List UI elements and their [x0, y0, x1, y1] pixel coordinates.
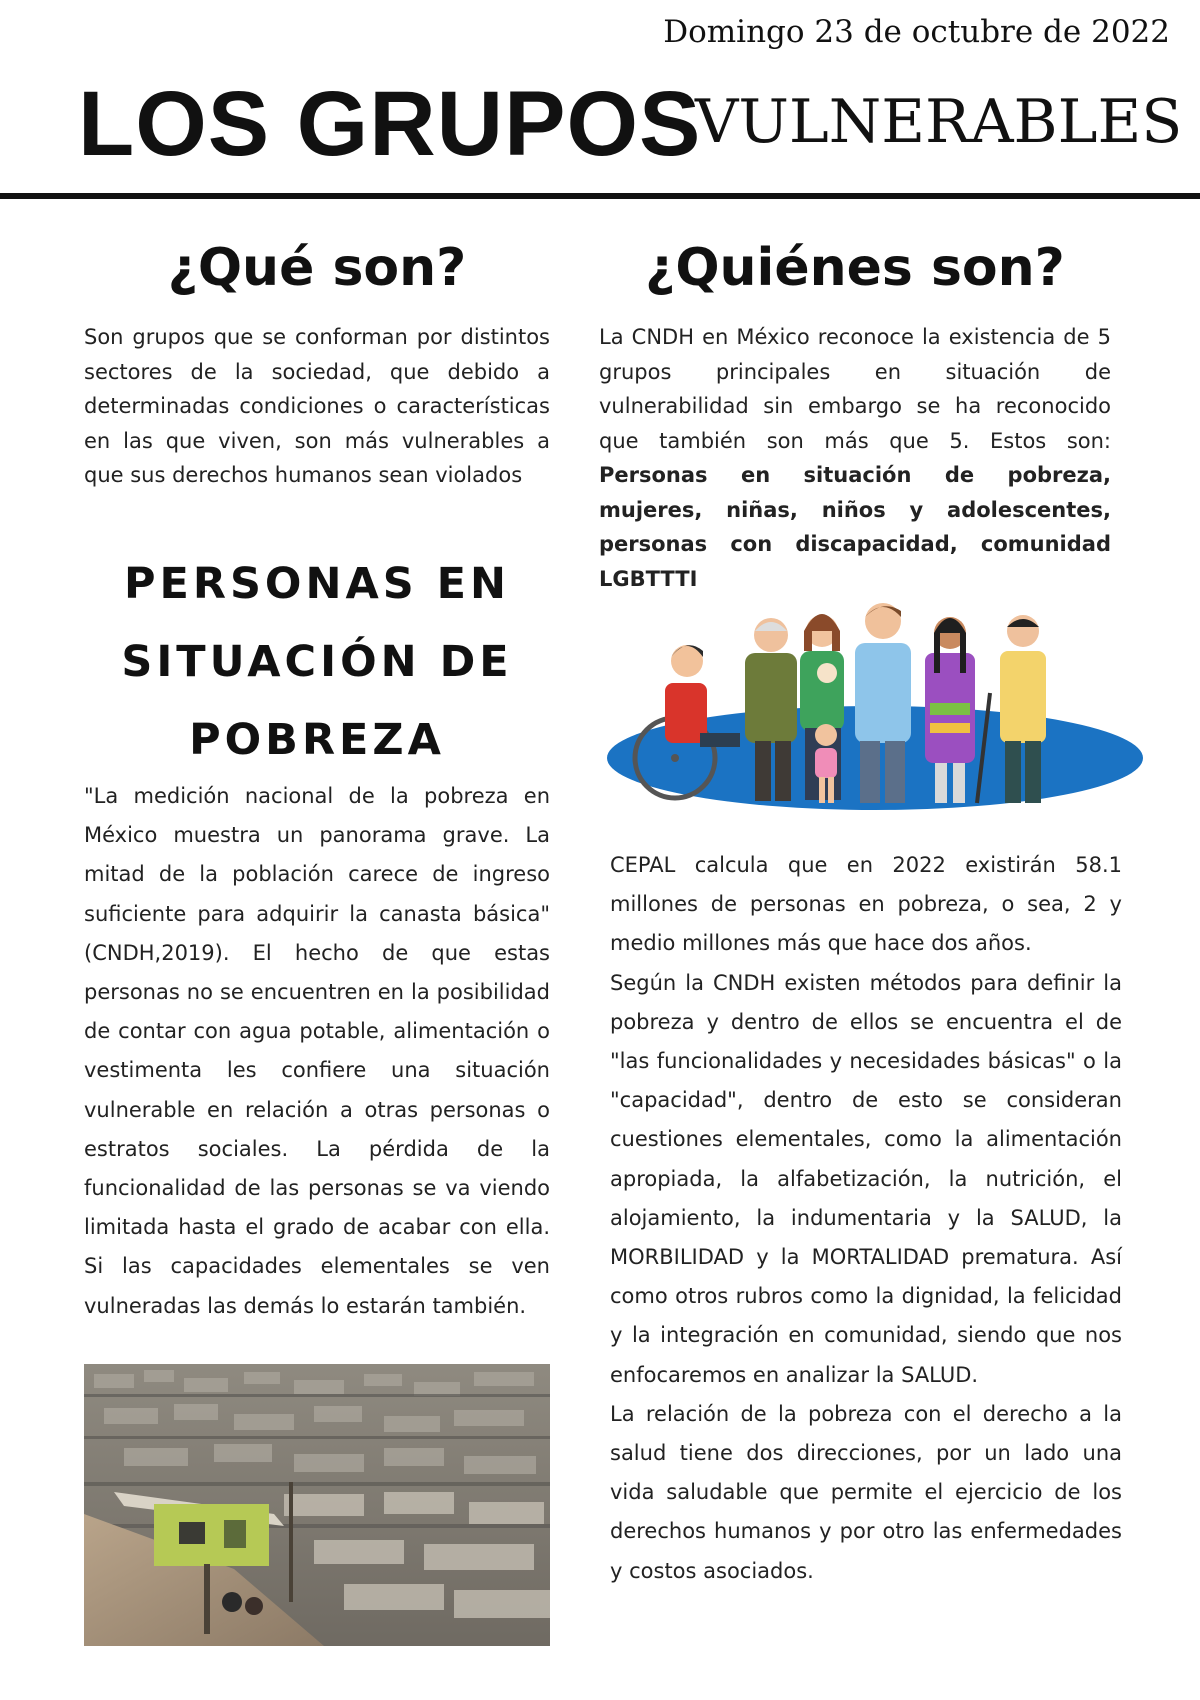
que-son-text: Son grupos que se conforman por distintos sectores de la sociedad, que debido a determinadas condiciones o características en las que viven, son más vulnerables a que sus derechos humanos sean violados — [84, 325, 550, 487]
quienes-son-intro: La CNDH en México reconoce la existencia de 5 grupos principales en situación de vulnerabilidad sin embargo se ha reconocido que también son más que 5. Estos son: — [599, 325, 1111, 453]
quienes-son-groups: Personas en situación de pobreza, mujeres, niñas, niños y adolescentes, personas con discapacidad, comunidad LGBTTTI — [599, 463, 1111, 591]
right-body-p1: CEPAL calcula que en 2022 existirán 58.1 millones de personas en pobreza, o sea, 2 y medio millones más que hace dos años. — [610, 853, 1122, 956]
pobreza-heading-line-1: PERSONAS EN — [123, 559, 511, 609]
pobreza-text: "La medición nacional de la pobreza en México muestra un panorama grave. La mitad de la población carece de ingreso suficiente para adquirir la canasta básica" (CNDH,2019). El hecho de que estas personas no se encuentren en la posibilidad de contar con agua potable, alimentación o vestimenta les confiere una situación vulnerable en relación a otras personas o estratos sociales. La pérdida de la funcionalidad de las personas se va viendo limitada hasta el grado de acabar con ella. Si las capacidades elementales se ven vulneradas las demás lo estarán también. — [84, 784, 550, 1318]
shantytown-photo — [84, 1364, 550, 1646]
quienes-son-text — [599, 320, 1111, 596]
quienes-son-section — [599, 238, 1111, 596]
masthead — [78, 73, 1183, 178]
right-body-p3: La relación de la pobreza con el derecho a la salud tiene dos direcciones, por un lado una vida saludable que permite el ejercicio de los derechos humanos y por otro las enfermedades y costos asociados. — [610, 1401, 1122, 1583]
title-sub: VULNERABLES — [695, 87, 1183, 157]
pobreza-section — [84, 545, 550, 1326]
right-body-p2: Según la CNDH existen métodos para definir la pobreza y dentro de ellos se encuentra el de "las funcionalidades y necesidades básicas" o la "capacidad", dentro de esto se consideran cuestiones elementales, como la alimentación apropiada, la alfabetización, la nutrición, el alojamiento, la indumentaria y la SALUD, la MORBILIDAD y la MORTALIDAD prematura. Así como otros rubros como la dignidad, la felicidad y la integración en comunidad, siendo que nos enfocaremos en analizar la SALUD. — [610, 970, 1122, 1387]
right-body-section — [610, 846, 1122, 1591]
quienes-son-heading: ¿Quiénes son? — [645, 238, 1065, 298]
que-son-heading: ¿Qué son? — [167, 238, 467, 298]
vulnerable-groups-illustration — [605, 573, 1145, 823]
header-rule — [0, 193, 1200, 199]
pobreza-heading-line-3: POBREZA — [189, 715, 445, 765]
title-main: LOS GRUPOS — [78, 73, 702, 175]
vulnerable-groups-drawing — [605, 573, 1145, 823]
date-line: Domingo 23 de octubre de 2022 — [663, 14, 1170, 50]
que-son-section — [84, 238, 550, 493]
pobreza-heading-line-2: SITUACIÓN DE — [121, 637, 513, 687]
shantytown-photo-drawing — [84, 1364, 550, 1646]
